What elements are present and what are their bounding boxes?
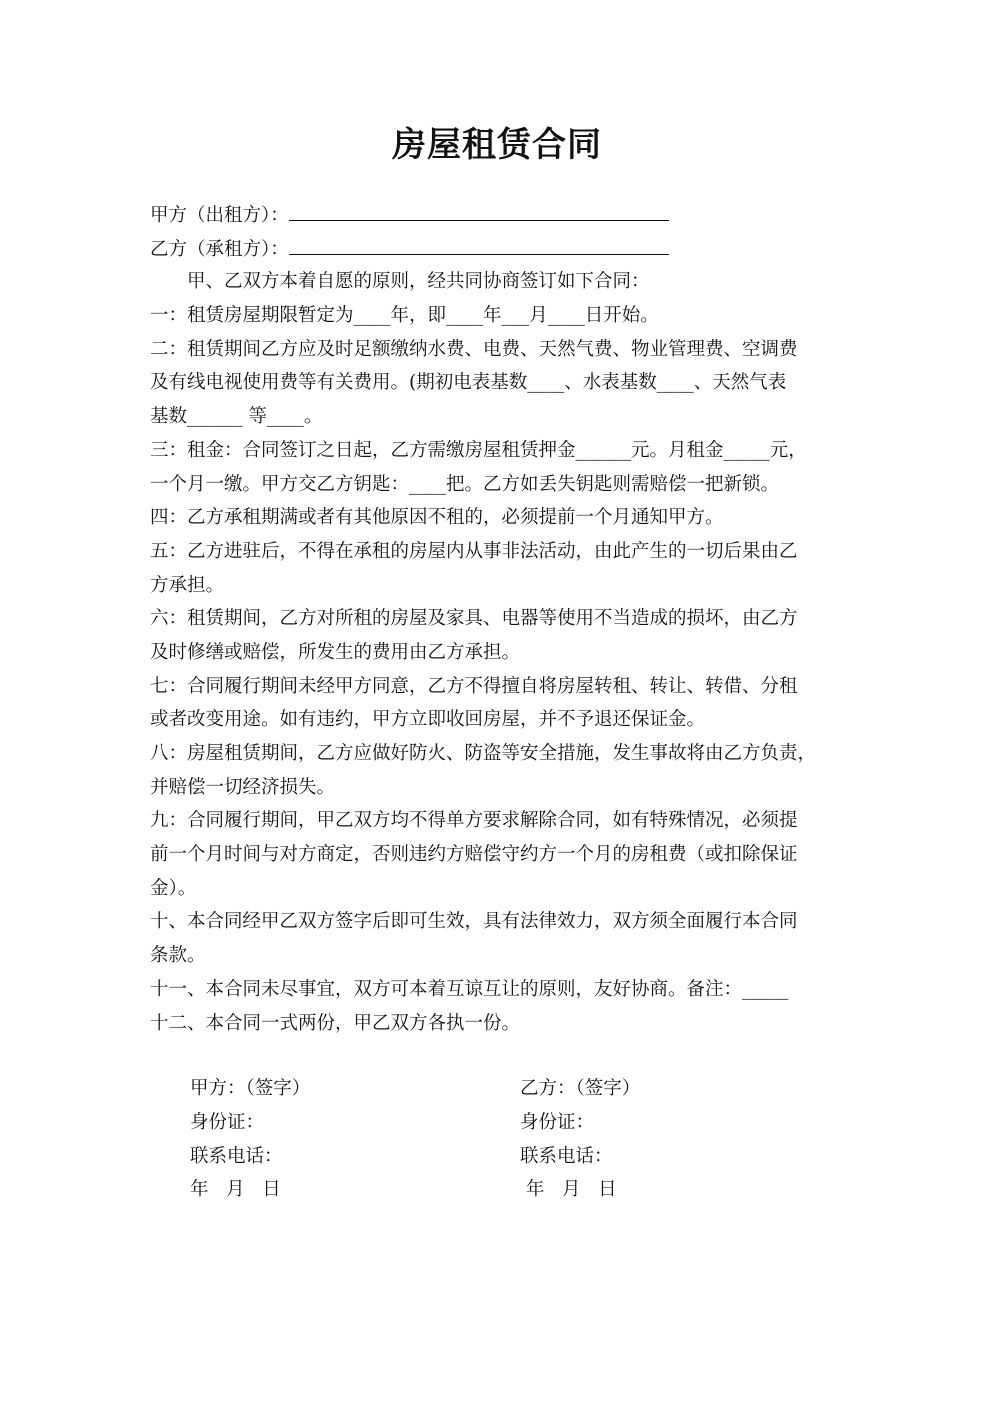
clause-9-line-2: 前一个月时间与对方商定，否则违约方赔偿守约方一个月的房租费（或扣除保证 [150, 844, 798, 866]
clause-5-line-1: 五：乙方进驻后，不得在承租的房屋内从事非法活动，由此产生的一切后果由乙 [150, 540, 798, 562]
party-b-id-label: 身份证： [520, 1111, 595, 1133]
contract-body [150, 198, 844, 1040]
clause-4: 四：乙方承租期满或者有其他原因不租的，必须提前一个月通知甲方。 [150, 507, 724, 529]
intro-paragraph: 甲、乙双方本着自愿的原则，经共同协商签订如下合同： [187, 271, 650, 293]
party-b-phone-label: 联系电话： [520, 1145, 613, 1167]
clause-12: 十二、本合同一式两份，甲乙双方各执一份。 [150, 1012, 521, 1034]
party-a-phone-label: 联系电话： [190, 1145, 283, 1167]
party-a-id-label: 身份证： [190, 1111, 265, 1133]
party-b-sign-label: 乙方：（签字） [520, 1078, 641, 1099]
clause-10-line-2: 条款。 [150, 945, 206, 967]
party-b-blank[interactable] [289, 232, 669, 255]
party-a-blank[interactable] [289, 198, 669, 221]
clause-7-line-2: 或者改变用途。如有违约，甲方立即收回房屋，并不予退还保证金。 [150, 709, 706, 731]
clause-8-line-2: 并赔偿一切经济损失。 [150, 776, 336, 798]
clause-1: 一：租赁房屋期限暂定为____年，即____年___月____日开始。 [150, 305, 659, 327]
clause-3-line-1: 三：租金：合同签订之日起，乙方需缴房屋租赁押金______元。月租金_____元， [150, 439, 807, 461]
clause-6-line-1: 六：租赁期间，乙方对所租的房屋及家具、电器等使用不当造成的损坏，由乙方 [150, 608, 798, 630]
party-b-signature [520, 1072, 820, 1207]
clause-11: 十一、本合同未尽事宜，双方可本着互谅互让的原则，友好协商。备注：_____ [150, 978, 789, 1000]
clause-9-line-3: 金）。 [150, 877, 197, 899]
clause-3-line-2: 一个月一缴。甲方交乙方钥匙：____把。乙方如丢失钥匙则需赔偿一把新锁。 [150, 473, 780, 495]
clause-2-line-3: 基数______ 等____。 [150, 406, 323, 428]
party-b-date-label: 年 月 日 [520, 1179, 617, 1201]
party-a-signature [190, 1072, 490, 1207]
clause-8-line-1: 八：房屋租赁期间，乙方应做好防火、防盗等安全措施，发生事故将由乙方负责， [150, 743, 817, 764]
party-a-label: 甲方（出租方）： [150, 205, 289, 226]
document-title: 房屋租赁合同 [392, 125, 602, 165]
clause-6-line-2: 及时修缮或赔偿，所发生的费用由乙方承担。 [150, 641, 521, 663]
clause-5-line-2: 方承担。 [150, 574, 225, 596]
clause-2-line-2: 及有线电视使用费等有关费用。(期初电表基数____、水表基数____、天然气表 [150, 372, 787, 394]
party-a-date-label: 年 月 日 [190, 1179, 281, 1201]
clause-10-line-1: 十、本合同经甲乙双方签字后即可生效，具有法律效力，双方须全面履行本合同 [150, 911, 798, 933]
clause-9-line-1: 九：合同履行期间，甲乙双方均不得单方要求解除合同，如有特殊情况，必须提 [150, 810, 798, 832]
clause-2-line-1: 二：租赁期间乙方应及时足额缴纳水费、电费、天然气费、物业管理费、空调费 [150, 338, 798, 360]
clause-7-line-1: 七：合同履行期间未经甲方同意，乙方不得擅自将房屋转租、转让、转借、分租 [150, 675, 798, 697]
party-a-line [150, 198, 844, 232]
party-b-line [150, 232, 844, 266]
party-a-sign-label: 甲方：（签字） [190, 1078, 311, 1099]
party-b-label: 乙方（承租方）： [150, 238, 289, 260]
